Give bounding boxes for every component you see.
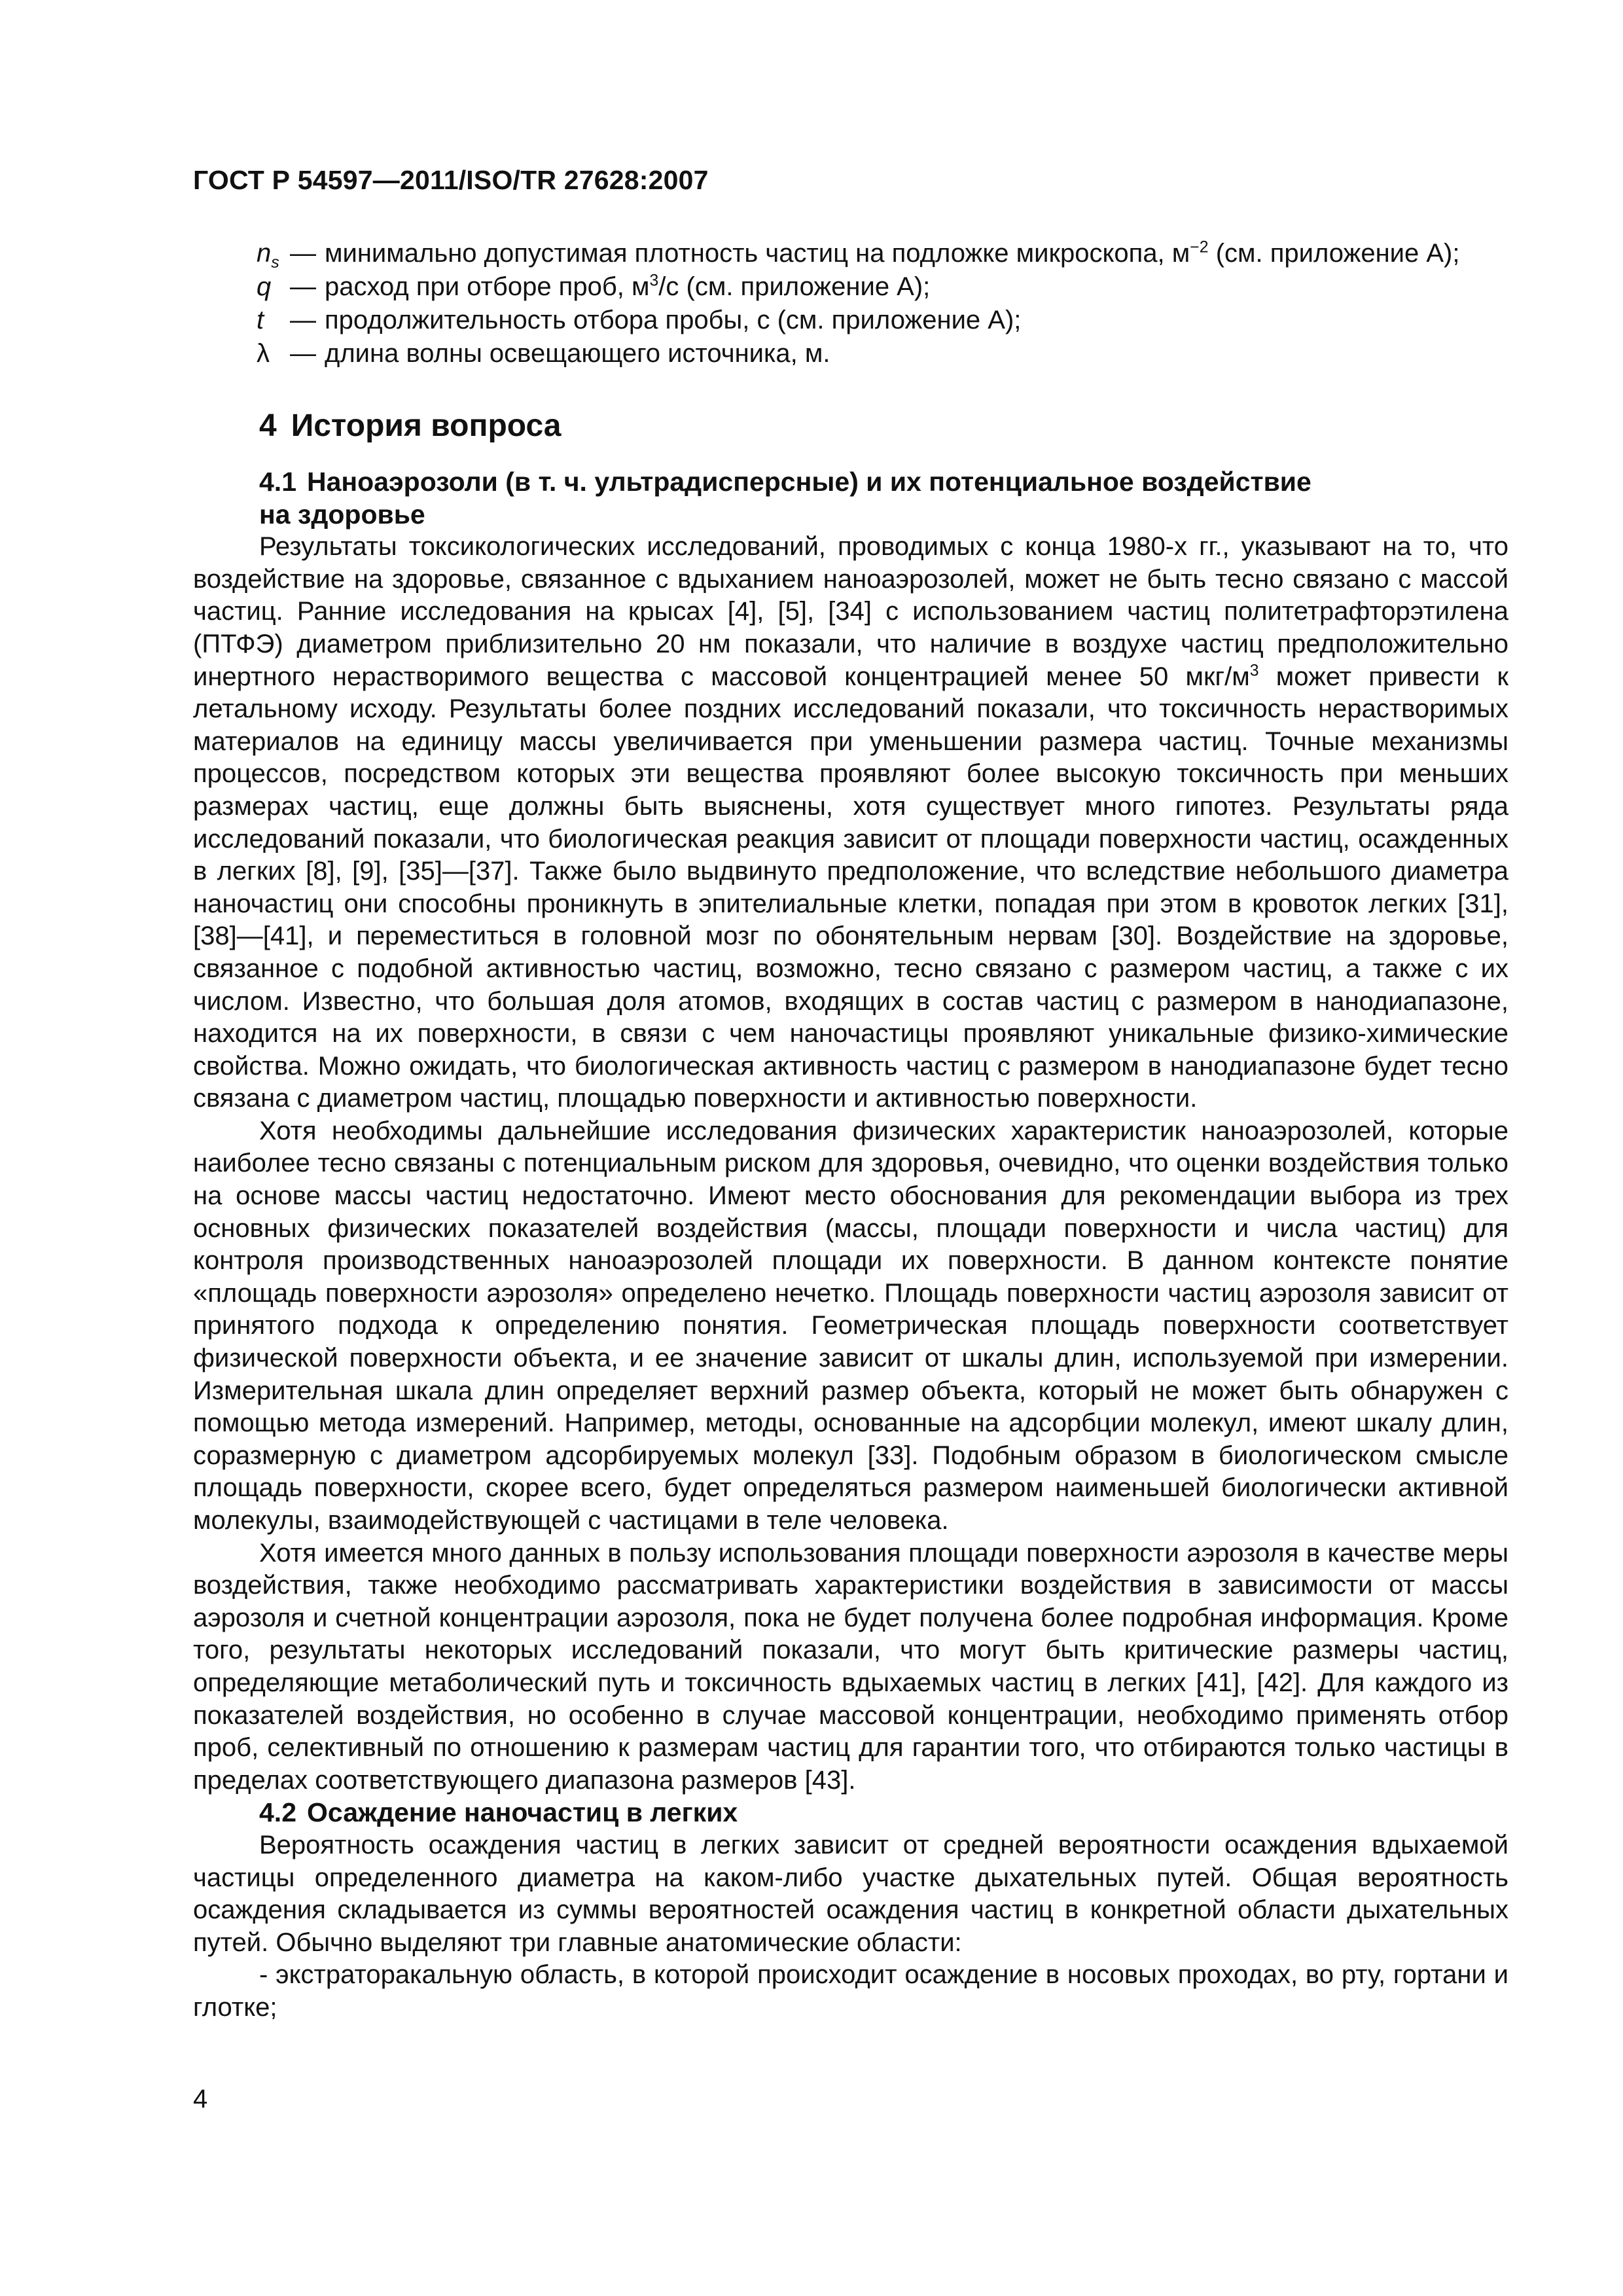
subsection-title-cont: на здоровье [259, 499, 425, 529]
subsection-title: Осаждение наночастиц в легких [307, 1797, 738, 1828]
definition-dash: — [290, 306, 316, 334]
definition-row [257, 237, 1507, 270]
subsection-number: 4.1 [259, 467, 296, 497]
paragraph: Результаты токсикологических исследований, проводимых с конца 1980-х гг., указывают на то, что воздействие на здоровье, связанное с вдыханием наноаэрозолей, может не быть тесно связано с массой частиц. Ранние исследования на крысах [4], [5], [34] с использованием частиц политетрафторэтилена (ПТФЭ) диаметром приблизительно 20 нм показали, что наличие в воздухе частиц предположительно инертного нерастворимого вещества с массовой концентрацией менее 50 мкг/$м^3$ может привести к летальному исходу. Результаты более поздних исследований показали, что токсичность нерастворимых материалов на единицу массы увеличивается при уменьшении размера частиц. Точные механизмы процессов, посредством которых эти вещества проявляют более высокую токсичность при меньших размерах частиц, еще должны быть выяснены, хотя существует много гипотез. Результаты ряда исследований показали, что биологическая реакция зависит от площади поверхности частиц, осажденных в легких [8], [9], [35]—[37]. Также было выдвинуто предположение, что вследствие небольшого диаметра наночастиц они способны проникнуть в эпителиальные клетки, попадая при этом в кровоток легких [31], [38]—[41], и переместиться в головной мозг по обонятельным нервам [30]. Воздействие на здоровье, связанное с подобной активностью частиц, возможно, тесно связано с размером частиц, а также с их числом. Известно, что большая доля атомов, входящих в состав частиц с размером в нанодиапазоне, находится на их поверхности, в связи с чем наночастицы проявляют уникальные физико-химические свойства. Можно ожидать, что биологическая активность частиц с размером в нанодиапазоне будет тесно связана с диаметром частиц, площадью поверхности и активностью поверхности. [193, 532, 1509, 1113]
paragraph: Вероятность осаждения частиц в легких зависит от средней вероятности осаждения вдыхаемой частицы определенного диаметра на каком-либо участке дыхательных путей. Общая вероятность осаждения складывается из суммы вероятностей осаждения частиц в конкретной области дыхательных путей. Обычно выделяют три главные анатомические области: [193, 1830, 1508, 1957]
definition-text: расход при отборе проб, $м^3/с$ (см. приложение А); [325, 272, 931, 301]
list-item: - экстраторакальную область, в которой происходит осаждение в носовых проходах, во рту, гортани и глотке; [193, 1960, 1508, 2022]
section-number: 4 [259, 408, 277, 443]
subsection-number: 4.2 [259, 1797, 296, 1828]
definition-dash: — [290, 239, 316, 268]
symbol-definitions [257, 237, 1507, 370]
section-heading [259, 408, 561, 444]
section-body [193, 466, 1508, 2024]
definition-symbol: λ [257, 339, 270, 368]
definition-symbol: t [257, 306, 264, 334]
definition-text: продолжительность отбора пробы, с (см. приложение А); [325, 306, 1022, 334]
subsection-title: Наноаэрозоли (в т. ч. ультрадисперсные) и их потенциальное воздействие [307, 467, 1311, 497]
definition-text: минимально допустимая плотность частиц на подложке микроскопа, $м^{-2}$ (см. приложение А); [325, 238, 1460, 268]
paragraph: Хотя необходимы дальнейшие исследования физических характеристик наноаэрозолей, которые наиболее тесно связаны с потенциальным риском для здоровья, очевидно, что оценки воздействия только на основе массы частиц недостаточно. Имеют место обоснования для рекомендации выбора из трех основных физических показателей воздействия (массы, площади поверхности и числа частиц) для контроля производственных наноаэрозолей площади их поверхности. В данном контексте понятие «площадь поверхности аэрозоля» определено нечетко. Площадь поверхности частиц аэрозоля зависит от принятого подхода к определению понятия. Геометрическая площадь поверхности соответствует физической поверхности объекта, и ее значение зависит от шкалы длин, используемой при измерении. Измерительная шкала длин определяет верхний размер объекта, который не может быть обнаружен с помощью метода измерений. Например, методы, основанные на адсорбции молекул, имеют шкалу длин, соразмерную с диаметром адсорбируемых молекул [33]. Подобным образом в биологическом смысле площадь поверхности, скорее всего, будет определяться размером наименьшей биологически активной молекулы, взаимодействующей с частицами в теле человека. [193, 1116, 1508, 1535]
definition-symbol: q [257, 272, 272, 301]
document-header: ГОСТ Р 54597—2011/ISO/TR 27628:2007 [193, 165, 709, 195]
definition-dash: — [290, 339, 316, 368]
section-title: История вопроса [291, 408, 562, 443]
definition-dash: — [290, 272, 316, 301]
definition-row [257, 337, 1507, 370]
page-number: 4 [193, 2085, 208, 2113]
definition-text: длина волны освещающего источника, м. [325, 339, 830, 368]
definition-row [257, 304, 1507, 337]
subsection-heading [193, 1797, 1508, 1829]
definition-row [257, 270, 1507, 304]
subsection-heading [193, 466, 1508, 531]
paragraph: Хотя имеется много данных в пользу использования площади поверхности аэрозоля в качестве меры воздействия, также необходимо рассматривать характеристики воздействия в зависимости от массы аэрозоля и счетной концентрации аэрозоля, пока не будет получена более подробная информация. Кроме того, результаты некоторых исследований показали, что могут быть критические размеры частиц, определяющие метаболический путь и токсичность вдыхаемых частиц в легких [41], [42]. Для каждого из показателей воздействия, но особенно в случае массовой концентрации, необходимо применять отбор проб, селективный по отношению к размерам частиц для гарантии того, что отбираются только частицы в пределах соответствующего диапазона размеров [43]. [193, 1538, 1508, 1795]
definition-symbol: $n_s$ [257, 239, 279, 272]
